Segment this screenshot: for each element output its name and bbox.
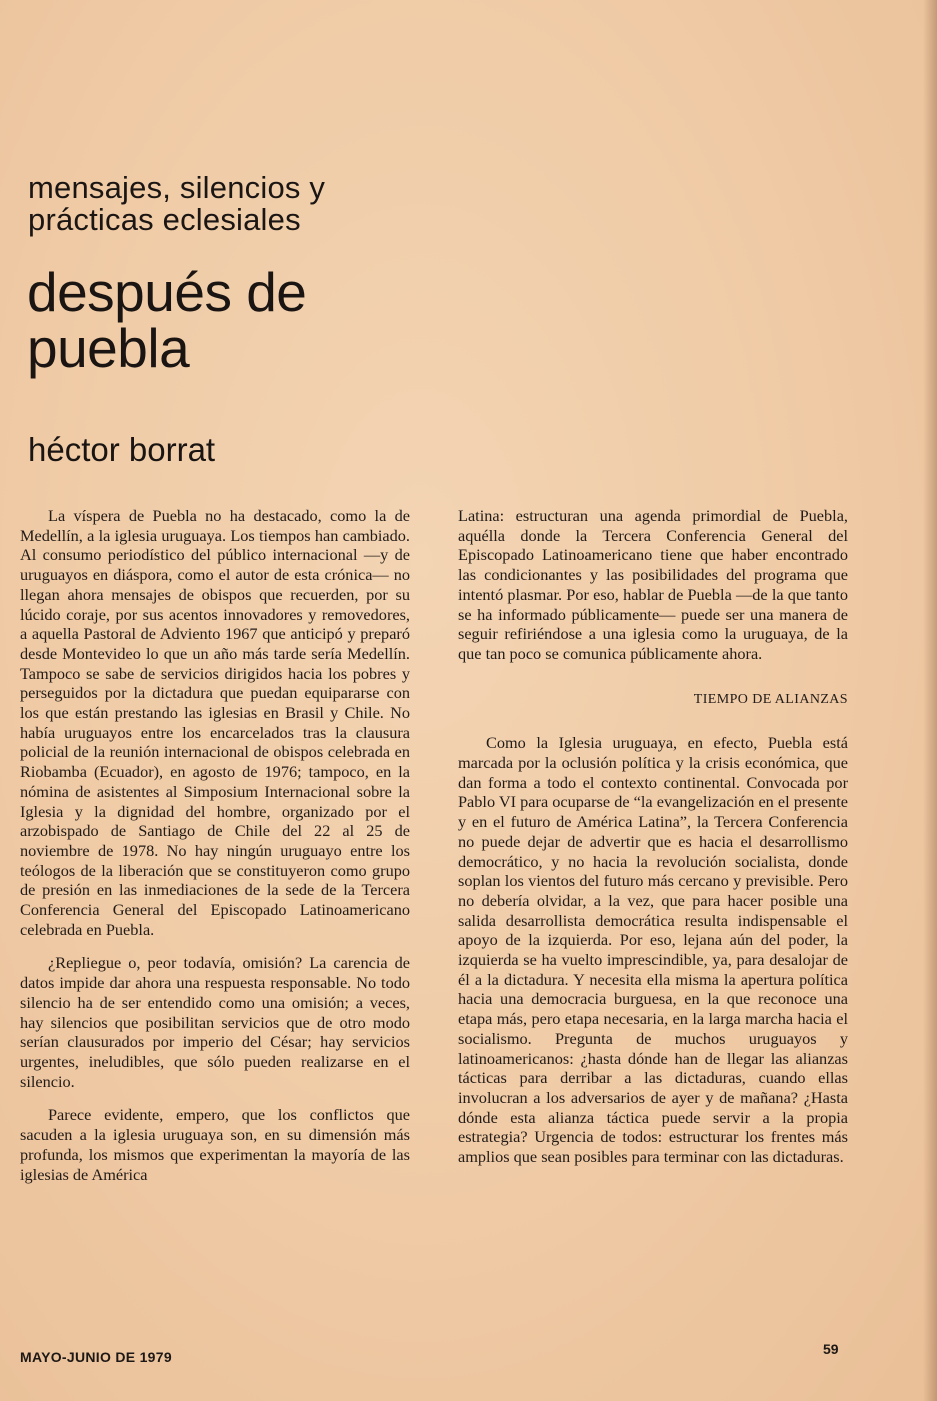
- text-column-left: [20, 506, 410, 1198]
- paragraph-4: Como la Iglesia uruguaya, en efecto, Puebla está marcada por la oclusión política y la crisis económica, que dan forma a todo el contexto continental. Convocada por Pablo VI para ocuparse de “la evangelización en el presente y en el futuro de América Latina”, la Tercera Conferencia no puede dejar de advertir que es hacia el desarrollismo democrático, y no hacia la revolución socialista, donde soplan los vientos del futuro más cercano y previsible. Pero no debería olvidar, a la vez, que para hacer posible una salida desarrollista democrática resulta indispensable el apoyo de la izquierda. Por eso, lejana aún del poder, la izquierda se ha vuelto imprescindible, ya, para desalojar de él a la dictadura. Y necesita ella misma la apertura política hacia una democracia burguesa, en la que reconoce una etapa más, pero etapa necesaria, en la larga marcha hacia el socialismo. Pregunta de muchos uruguayos y latinoamericanos: ¿hasta dónde han de llegar las alianzas tácticas para derribar a las dictaduras, cuando ellas involucran a los adversarios de ayer y de mañana? ¿Hasta dónde esta alianza táctica puede servir a la propia estrategia? Urgencia de todos: estructurar los frentes más amplios que sean posibles para terminar con las dictaduras.: [458, 733, 848, 1167]
- section-heading: TIEMPO DE ALIANZAS: [693, 691, 848, 707]
- page-number: 59: [823, 1341, 839, 1357]
- title-line-2: puebla: [27, 317, 190, 379]
- issue-date: MAYO-JUNIO DE 1979: [20, 1349, 172, 1365]
- paragraph-3: Parece evidente, empero, que los conflictos que sacuden a la iglesia uruguaya son, en su dimensión más profunda, los mismos que experimentan la mayoría de las iglesias de América: [20, 1105, 410, 1184]
- article-kicker: [28, 172, 468, 236]
- article-author: héctor borrat: [28, 431, 216, 468]
- text-column-right: [458, 506, 848, 1181]
- kicker-line-2: prácticas eclesiales: [28, 202, 301, 237]
- page-edge-shadow: [923, 0, 937, 1401]
- article-title: [27, 261, 487, 379]
- paragraph-1: La víspera de Puebla no ha destacado, como la de Medellín, a la iglesia uruguaya. Los tiempos han cambiado. Al consumo periodístico del público internacional —y de uruguayos en diáspora, como el autor de esta crónica— no llegan ahora mensajes de obispos que recuerden, por su lúcido coraje, por sus acentos innovadores y removedores, a aquella Pastoral de Adviento 1967 que anticipó y preparó desde Montevideo lo que un año más tarde sería Medellín. Tampoco se sabe de servicios dirigidos hacia los pobres y perseguidos por la dictadura que puedan equipararse con los que están prestando las iglesias en Brasil y Chile. No había uruguayos entre los encarcelados tras la clausura policial de la reunión internacional de obispos celebrada en Riobamba (Ecuador), en agosto de 1976; tampoco, en la nómina de asistentes al Simposium Internacional sobre la Iglesia y la dignidad del hombre, organizado por el arzobispado de Santiago de Chile del 22 al 25 de noviembre de 1978. No hay ningún uruguayo entre los teólogos de la liberación que se constituyeron como grupo de presión en las inmediaciones de la sede de la Tercera Conferencia General del Episcopado Latinoamericano celebrada en Puebla.: [20, 506, 410, 939]
- paragraph-3-continued: Latina: estructuran una agenda primordial de Puebla, aquélla donde la Tercera Conferencia General del Episcopado Latinoamericano tiene que haber encontrado las condicionantes y las posibilidades del programa que intentó plasmar. Por eso, hablar de Puebla —de la que tanto se ha informado públicamente— puede ser una manera de seguir refiriéndose a una iglesia como la uruguaya, de la que tan poco se comunica públicamente ahora.: [458, 506, 848, 663]
- title-line-1: después de: [27, 261, 307, 323]
- paragraph-2: ¿Repliegue o, peor todavía, omisión? La carencia de datos impide dar ahora una respuesta responsable. No todo silencio ha de ser entendido como una omisión; a veces, hay silencios que posibilitan servicios que de otro modo serían clausurados por imperio del César; hay servicios urgentes, ineludibles, que sólo pueden realizarse en el silencio.: [20, 953, 410, 1091]
- kicker-line-1: mensajes, silencios y: [28, 170, 326, 205]
